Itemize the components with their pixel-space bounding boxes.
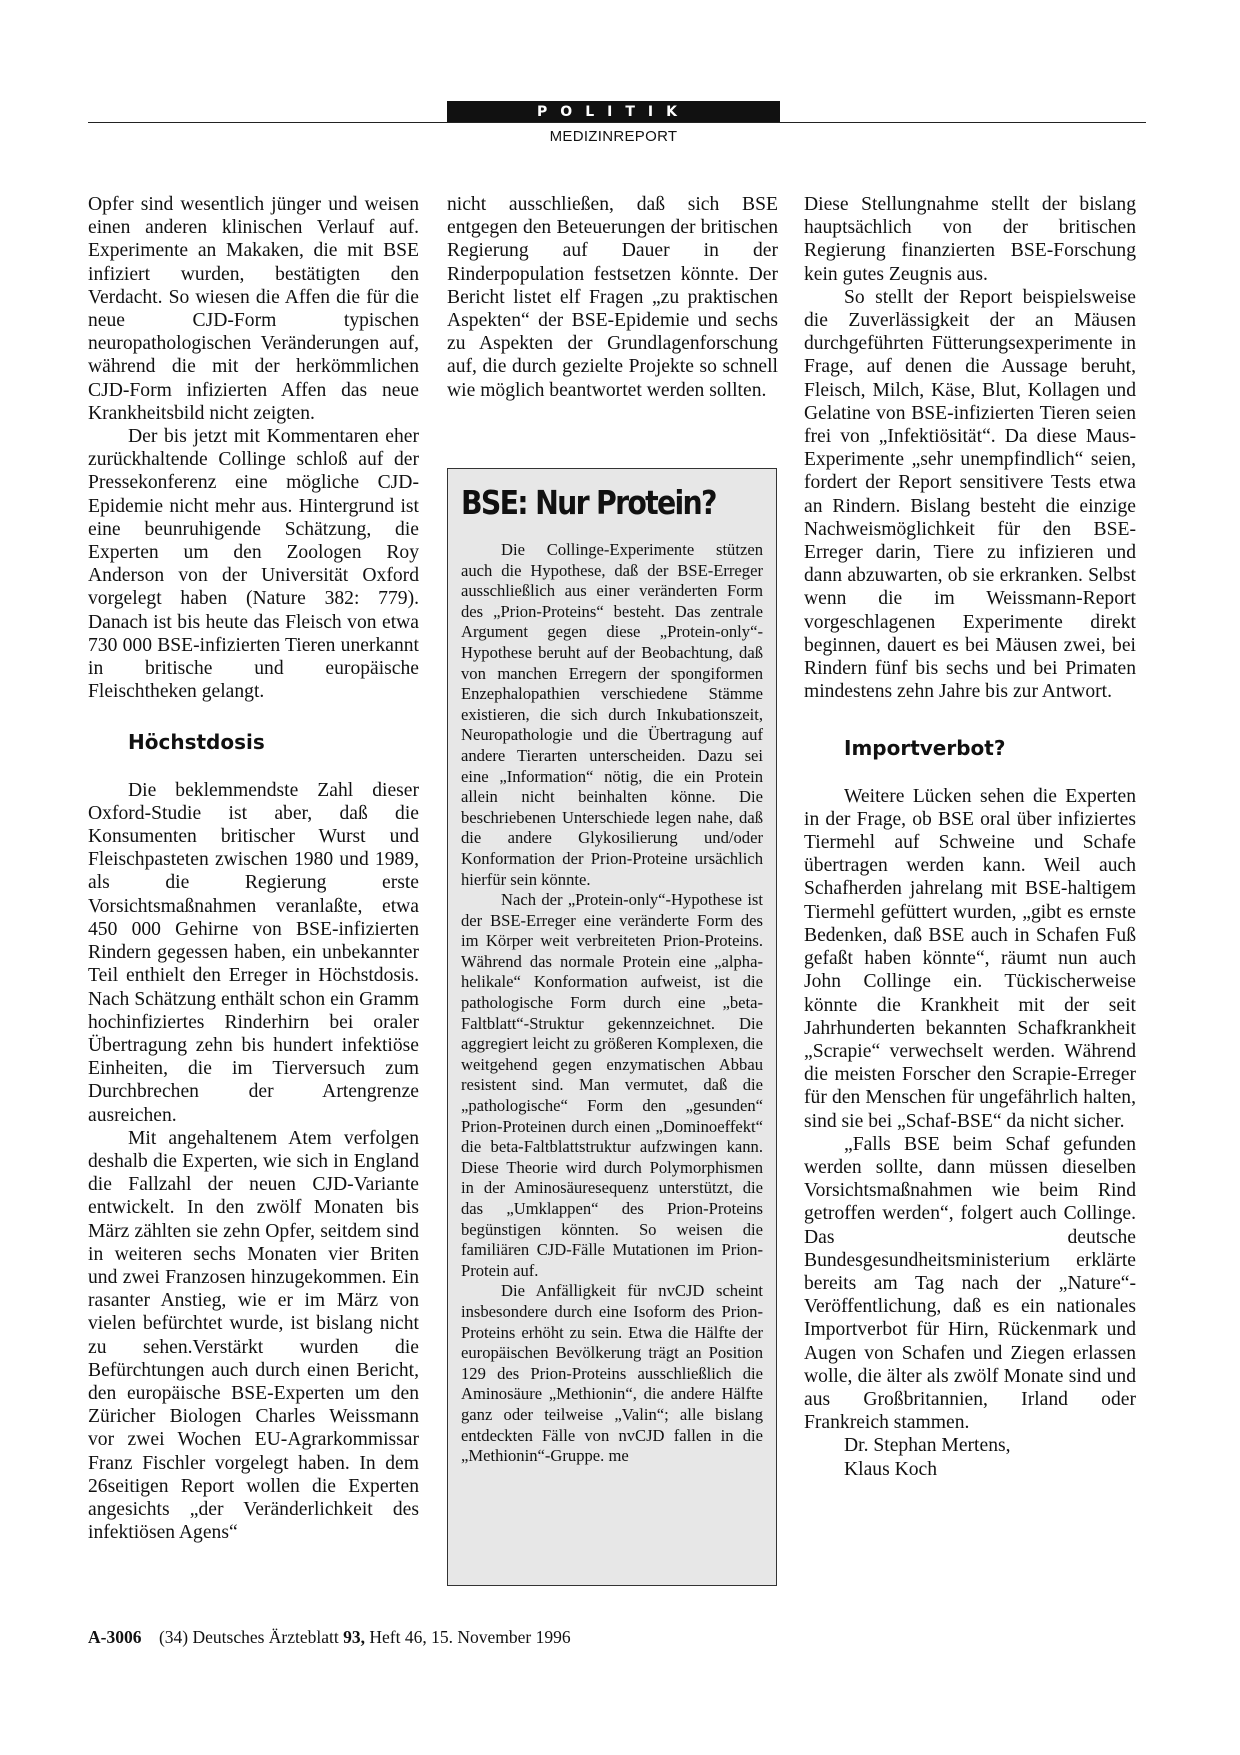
paragraph: Die beklemmendste Zahl dieser Oxford-Studie ist aber, daß die Konsumenten britischer Wurst und Fleischpasteten zwischen 1980 und 1989, als die Regierung erste Vorsichtsmaßnahmen veranlaßte, etwa 450 000 Gehirne von BSE-infizierten Rindern gegessen haben, ein unbekannter Teil enthielt den Erreger in Höchstdosis. Nach Schätzung enthält schon ein Gramm hochinfiziertes Rinderhirn bei oraler Übertragung zehn bis hundert infektiöse Einheiten, die im Tierversuch zum Durchbrechen der Artengrenze ausreichen. bbox=[88, 779, 419, 1126]
subheading-hoechstdosis: Höchstdosis bbox=[128, 730, 265, 755]
paragraph: nicht ausschließen, daß sich BSE entgegen den Beteuerungen der britischen Regierung auf Dauer in der Rinderpopulation festsetzen könnte. Der Bericht listet elf Fragen „zu praktischen Aspekten“ der BSE-Epidemie und sechs zu Aspekten der Grundlagenforschung auf, die durch gezielte Projekte so schnell wie möglich beantwortet werden sollten. bbox=[447, 194, 778, 401]
box-title: BSE: Nur Protein? bbox=[461, 483, 716, 522]
page-code: A-3006 bbox=[88, 1627, 142, 1647]
header-rule bbox=[88, 122, 1146, 123]
box-text bbox=[461, 540, 763, 1467]
column-2 bbox=[447, 193, 778, 402]
info-box bbox=[447, 468, 777, 1586]
paragraph: „Falls BSE beim Schaf gefunden werden sollte, dann müssen dieselben Vorsichtsmaßnahmen wie beim Rind getroffen werden“, folgert auch Collinge. Das deutsche Bundesgesundheitsministerium erklärte bereits am Tag nach der „Nature“-Veröffentlichung, daß es ein nationales Importverbot für Hirn, Rückenmark und Augen von Schafen und Ziegen erlassen wolle, die älter als zwölf Monate sind und aus Großbritannien, Irland oder Frankreich stammen. bbox=[804, 1133, 1136, 1434]
page-footer bbox=[88, 1627, 571, 1648]
box-paragraph: Die Anfälligkeit für nvCJD scheint insbesondere durch eine Isoform des Prion-Proteins erhöht zu sein. Etwa die Hälfte der europäischen Bevölkerung trägt an Position 129 des Prion-Proteins ausschließlich die Aminosäure „Methionin“, die andere Hälfte ganz oder teilweise „Valin“; alle bislang entdeckten Fälle von nvCJD fallen in die „Methionin“-Gruppe. me bbox=[461, 1281, 763, 1466]
author-line: Klaus Koch bbox=[844, 1458, 938, 1480]
paragraph: Der bis jetzt mit Kommentaren eher zurückhaltende Collinge schloß auf der Pressekonferenz eine mögliche CJD-Epidemie nicht mehr aus. Hintergrund ist eine beunruhigende Schätzung, die Experten um den Zoologen Roy Anderson von der Universität Oxford vorgelegt haben (Nature 382: 779). Danach ist bis heute das Fleisch von etwa 730 000 BSE-infizierten Tieren unerkannt in britische und europäische Fleischtheken gelangt. bbox=[88, 426, 419, 703]
paragraph: So stellt der Report beispielsweise die Zuverlässigkeit der an Mäusen durchgeführten Fütterungsexperimente in Frage, auf denen die Aussage beruht, Fleisch, Milch, Käse, Blut, Kollagen und Gelatine von BSE-infizierten Tieren seien frei von „Infektiösität“. Da diese Maus-Experimente „sehr unempfindlich“ seien, fordert der Report sensitivere Tests etwa an Rindern. Bislang besteht die einzige Nachweismöglichkeit für den BSE-Erreger darin, Tiere zu infizieren und dann abzuwarten, ob sie erkranken. Selbst wenn die im Weissmann-Report vorgeschlagenen Experimente direkt beginnen, dauert es bei Mäusen zwei, bei Rindern fünf bis sechs und bei Primaten mindestens zehn Jahre bis zur Antwort. bbox=[804, 286, 1136, 703]
volume: 93, bbox=[343, 1627, 366, 1647]
column-1 bbox=[88, 193, 419, 1544]
issue-date: Heft 46, 15. November 1996 bbox=[369, 1627, 571, 1647]
paragraph: Weitere Lücken sehen die Experten in der Frage, ob BSE oral über infiziertes Tiermehl auf Schweine und Schafe übertragen werden kann. Weil auch Schafherden jahrelang mit BSE-haltigem Tiermehl gefüttert wurden, „gibt es ernste Bedenken, daß BSE auch in Schafen Fuß gefaßt haben könnte“, räumt nun auch John Collinge ein. Tückischerweise könnte die Krankheit mit der seit Jahrhunderten bekannten Schafkrankheit „Scrapie“ verwechselt werden. Während die meisten Forscher den Scrapie-Erreger für den Menschen für ungefährlich halten, sind sie bei „Schaf-BSE“ da nicht sicher. bbox=[804, 785, 1136, 1132]
paragraph: Diese Stellungnahme stellt der bislang hauptsächlich von der britischen Regierung finanzierten BSE-Forschung kein gutes Zeugnis aus. bbox=[804, 194, 1136, 285]
page-number: (34) bbox=[158, 1627, 189, 1647]
author-line: Dr. Stephan Mertens, bbox=[844, 1435, 1011, 1457]
paragraph: Mit angehaltenem Atem verfolgen deshalb die Experten, wie sich in England die Fallzahl der neuen CJD-Variante entwickelt. In den zwölf Monaten bis März zählten sie zehn Opfer, seitdem sind in weiteren sechs Monaten vier Briten und zwei Franzosen hinzugekommen. Ein rasanter Anstieg, wie er im März von vielen befürchtet wurde, ist bislang nicht zu sehen.Verstärkt wurden die Befürchtungen auch durch einen Bericht, den europäische BSE-Experten um den Züricher Biologen Charles Weissmann vor zwei Wochen EU-Agrarkommissar Franz Fischler vorgelegt haben. In dem 26seitigen Report wollen die Experten angesichts „der Veränderlichkeit des infektiösen Agens“ bbox=[88, 1127, 419, 1544]
box-paragraph: Die Collinge-Experimente stützen auch die Hypothese, daß der BSE-Erreger ausschließlich aus einer veränderten Form des „Prion-Proteins“ besteht. Das zentrale Argument gegen diese „Protein-only“-Hypothese beruht auf der Beobachtung, daß von manchen Erregern der spongiformen Enzephalopathien verschiedene Stämme existieren, die sich durch Inkubationszeit, Neuropathologie und die Übertragung auf andere Tierarten unterscheiden. Dazu sei eine „Information“ nötig, die ein Protein allein nicht beinhalten könne. Die beschriebenen Unterschiede legen nahe, daß die andere Glykosilierung und/oder Konformation der Prion-Proteine ursächlich hierfür sein könnte. bbox=[461, 540, 763, 889]
journal-name: Deutsches Ärzteblatt bbox=[192, 1627, 339, 1647]
subsection-label: MEDIZINREPORT bbox=[549, 128, 678, 145]
box-paragraph: Nach der „Protein-only“-Hypothese ist der BSE-Erreger eine veränderte Form des im Körper weit verbreiteten Prion-Proteins. Während das normale Protein eine „alpha-helikale“ Konformation aufweist, ist die pathologische Form durch eine „beta-Faltblatt“-Struktur gekennzeichnet. Die aggregiert leicht zu größeren Komplexen, die weitgehend gegen enzymatischen Abbau resistent sind. Man vermutet, daß die „pathologische“ Form den „gesunden“ Prion-Proteinen durch einen „Dominoeffekt“ die beta-Faltblattstruktur aufzwingen kann. Diese Theorie wird durch Polymorphismen in der Aminosäuresequenz unterstützt, die das „Umklappen“ des Prion-Proteins begünstigen könnten. So weisen die familiären CJD-Fälle Mutationen im Prion-Protein auf. bbox=[461, 890, 763, 1280]
subheading-importverbot: Importverbot? bbox=[844, 736, 1006, 761]
paragraph: Opfer sind wesentlich jünger und weisen einen anderen klinischen Verlauf auf. Experimente an Makaken, die mit BSE infiziert wurden, bestätigten den Verdacht. So wiesen die Affen die für die neue CJD-Form typischen neuropathologischen Veränderungen auf, während die mit der herkömmlichen CJD-Form infizierten Affen das neue Krankheitsbild nicht zeigten. bbox=[88, 194, 419, 424]
section-label: POLITIK bbox=[447, 101, 780, 123]
column-3 bbox=[804, 193, 1136, 1481]
